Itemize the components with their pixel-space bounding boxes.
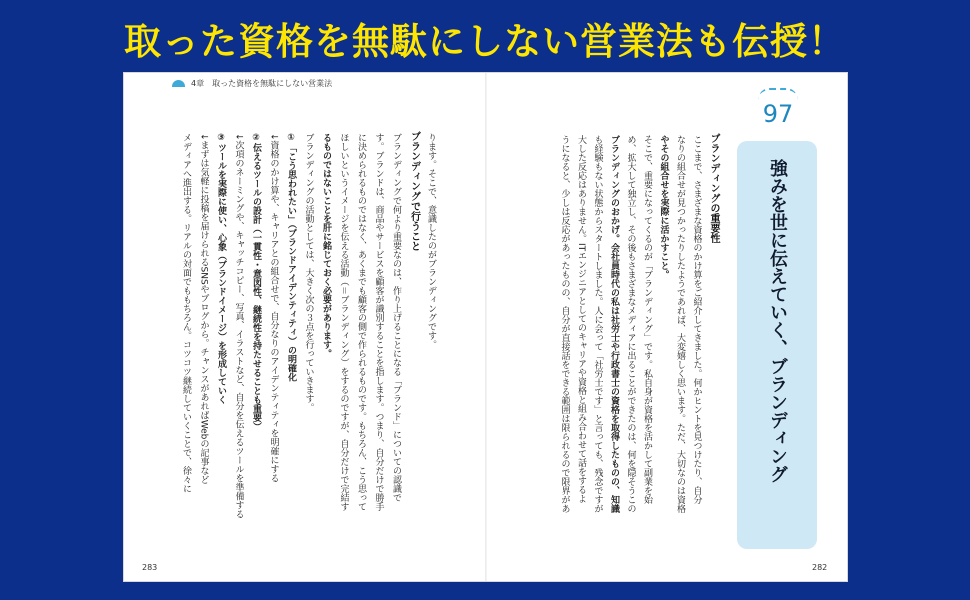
left-text-column: ブランディングで何より重要なのは、作り上げることになる「ブランド」についての認識で [391,133,401,502]
right-text-column: 大した反応はありません。ITエンジニアとしてのキャリアや資格と組み合わせて話をするよ [576,135,586,504]
left-text-column: ↓まずは気軽に投稿を届けられるSNSやブログから。チャンスがあればWebの記事など [198,133,209,485]
right-text-column: ブランディングのおかげ。会社員時代の私は社労士や行政書士の資格を取得したものの、知識 [609,135,619,513]
book-spine [485,73,487,581]
sprout-icon [172,80,185,87]
right-text-column: うになると、少しは反応があったものの、自分が直接話をできる範囲は限られるので限界があ [559,135,570,513]
left-text-column: ①「こう思われたい」（ブランドアイデンティティ）の明確化 [286,133,296,382]
left-text-column: ↓次項のネーミングや、キャッチコピー、写真、イラストなど、自分を伝えるツールを準備する [233,133,244,519]
page-number-left: 283 [142,563,158,572]
right-text-column: ここまで、さまざまな資格のかけ算をご紹介してきました。何かヒントを見つけたり、自分 [691,135,702,504]
sun-rays-icon [758,88,798,100]
left-text-column: ③ツールを実際に使い、心象（ブランドイメージ）を形成していく [216,133,226,404]
section-title: 強みを世に伝えていく、ブランディング [767,159,788,483]
left-text-column: ↓資格のかけ算や、キャリアとの組合せで、自分なりのアイデンティティを明確にする [268,133,279,483]
right-heading: ブランディングの重要性 [708,133,719,243]
right-text-column: なりの組合せが見つかったりしたようであれば、大変嬉しく思います。ただ、大切なのは資格 [675,135,685,513]
right-text-column: も経験もない状態からスタートしました。人に会って「社労士です」と言っても、残念ですが [592,135,603,513]
right-text-column: やその組合せを実際に活かすこと。 [658,135,669,279]
left-text-column: ブランディングの活動としては、大きく次の３点を行っていきます。 [303,133,314,412]
book-spread [124,73,847,581]
right-text-column: そこで、重要になってくるのが「ブランディング」です。私自身が資格を活かして副業を始 [642,135,652,504]
left-text-column: ②伝えるツールの設計（一貫性・意図性、継続性を持たせることも重要） [251,133,261,431]
left-text-column: ります。そこで、意識したのがブランディングです。 [426,133,436,349]
left-text-column: ほしいというイメージを伝える活動（＝ブランディング）をするのですが、自分だけで完結す [338,133,349,512]
section-number: 97 [762,100,794,128]
right-text-column: め、拡大して独立し、その後もさまざまなメディアに出ることができたのは、何を隠そうこの [625,135,636,513]
section-number-badge [734,88,822,146]
section-title-box [737,141,817,549]
chapter-header [172,78,332,89]
left-text-column: るものではないことを肝に銘じておく必要があります。 [321,133,331,358]
banner-text: 取った資格を無駄にしない営業法も伝授！ [124,19,846,63]
left-text-column: に決められるものではなく、あくまでも顧客の側で作られるものです。もちろん、こう思って [356,133,366,511]
left-heading: ブランディングで行うこと [408,131,420,251]
left-text-column: メディアへ進出する。リアルの対面でももちろん。コツコツ継続していくことで、徐々に [181,133,191,493]
chapter-header-text: 4章 取った資格を無駄にしない営業法 [191,79,333,88]
promo-banner [0,0,970,75]
page-number-right: 282 [812,563,828,572]
left-text-column: す。ブランドは、商品やサービスを顧客が識別することを指します。つまり、自分だけで勝手 [373,133,384,511]
